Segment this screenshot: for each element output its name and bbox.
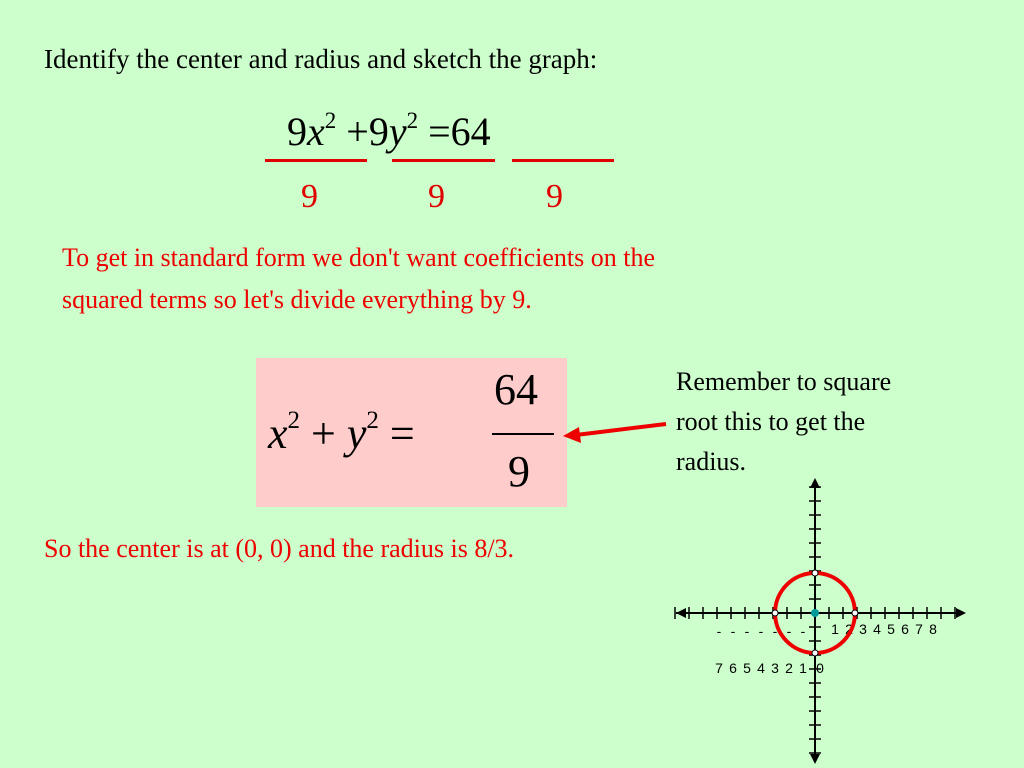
fraction-bar (492, 433, 554, 435)
x-tick-label: 3 (859, 621, 867, 637)
x-tick-label: 5 (887, 621, 895, 637)
term2-exp: 2 (406, 108, 419, 133)
fraction-bar-3 (512, 159, 614, 162)
x-axis-right-arrow-icon (956, 608, 966, 618)
y-axis-down-arrow-icon (810, 754, 820, 764)
note-line-2: root this to get the (676, 407, 866, 436)
x-tick-label-digit: 3 (771, 660, 779, 676)
explanation-line-2: squared terms so let's divide everything by 9. (62, 285, 532, 314)
equation-original (287, 108, 491, 154)
note-line-1: Remember to square (676, 367, 892, 396)
x-tick-label-digit: 1 (799, 660, 807, 676)
x-tick-label-minus: - (758, 623, 764, 639)
intercept-point (852, 610, 858, 616)
fraction-denominator: 9 (508, 447, 530, 496)
divisor-2: 9 (428, 178, 445, 215)
x-tick-label-minus: - (716, 623, 722, 639)
term1-var: x (307, 109, 325, 154)
x-tick-label-minus: - (786, 623, 792, 639)
intercept-point (812, 570, 818, 576)
arrow-icon (560, 418, 672, 444)
x-var: x (268, 409, 288, 458)
x-tick-label: 1 (831, 621, 839, 637)
center-point (811, 609, 819, 617)
intercept-point (812, 650, 818, 656)
plus-sign: + (346, 109, 369, 154)
x-axis-left-arrow-icon (676, 608, 686, 618)
intercept-point (772, 610, 778, 616)
equals-sign: = (428, 109, 451, 154)
x-tick-label-minus: - (772, 623, 778, 639)
conclusion-text: So the center is at (0, 0) and the radius is 8/3. (44, 534, 515, 563)
note-line-3: radius. (676, 447, 747, 476)
fraction-bar-2 (392, 159, 495, 162)
x-tick-label: 7 (915, 621, 923, 637)
divisor-3: 9 (546, 178, 563, 215)
explanation-line-1: To get in standard form we don't want coefficients on the (62, 243, 655, 272)
x-tick-label: 4 (873, 621, 881, 637)
fraction-bar-1 (265, 159, 367, 162)
x-tick-label-minus: - (744, 623, 750, 639)
equation-standard-form (268, 407, 415, 458)
rhs-value: 64 (450, 109, 491, 154)
radius-note (676, 362, 891, 482)
x-tick-label: 6 (901, 621, 909, 637)
x-tick-label-digit: 5 (743, 660, 751, 676)
fraction-numerator: 64 (494, 365, 538, 414)
graph-layer (675, 474, 966, 764)
origin-label: 0 (816, 660, 824, 676)
x-tick-label-digit: 2 (785, 660, 793, 676)
x-tick-label: 2 (845, 621, 853, 637)
equals-sign-2: = (389, 409, 415, 458)
y-exp: 2 (366, 407, 379, 434)
term1-exp: 2 (324, 108, 337, 133)
x-exp: 2 (287, 407, 301, 434)
explanation-text (62, 237, 655, 321)
x-tick-label: 8 (929, 621, 937, 637)
x-tick-label-digit: 7 (715, 660, 723, 676)
term1-coef: 9 (287, 109, 307, 154)
plus-sign-2: + (311, 409, 336, 458)
term2-coef: 9 (368, 109, 389, 154)
divisor-1: 9 (301, 178, 318, 215)
x-tick-label-minus: - (730, 623, 736, 639)
term2-var: y (388, 109, 407, 154)
y-var: y (346, 409, 367, 458)
x-tick-label-minus: - (800, 623, 806, 639)
x-tick-label-digit: 6 (729, 660, 737, 676)
coordinate-graph (664, 474, 974, 768)
x-tick-label-digit: 4 (757, 660, 765, 676)
slide-title: Identify the center and radius and sketch the graph: (44, 44, 598, 74)
